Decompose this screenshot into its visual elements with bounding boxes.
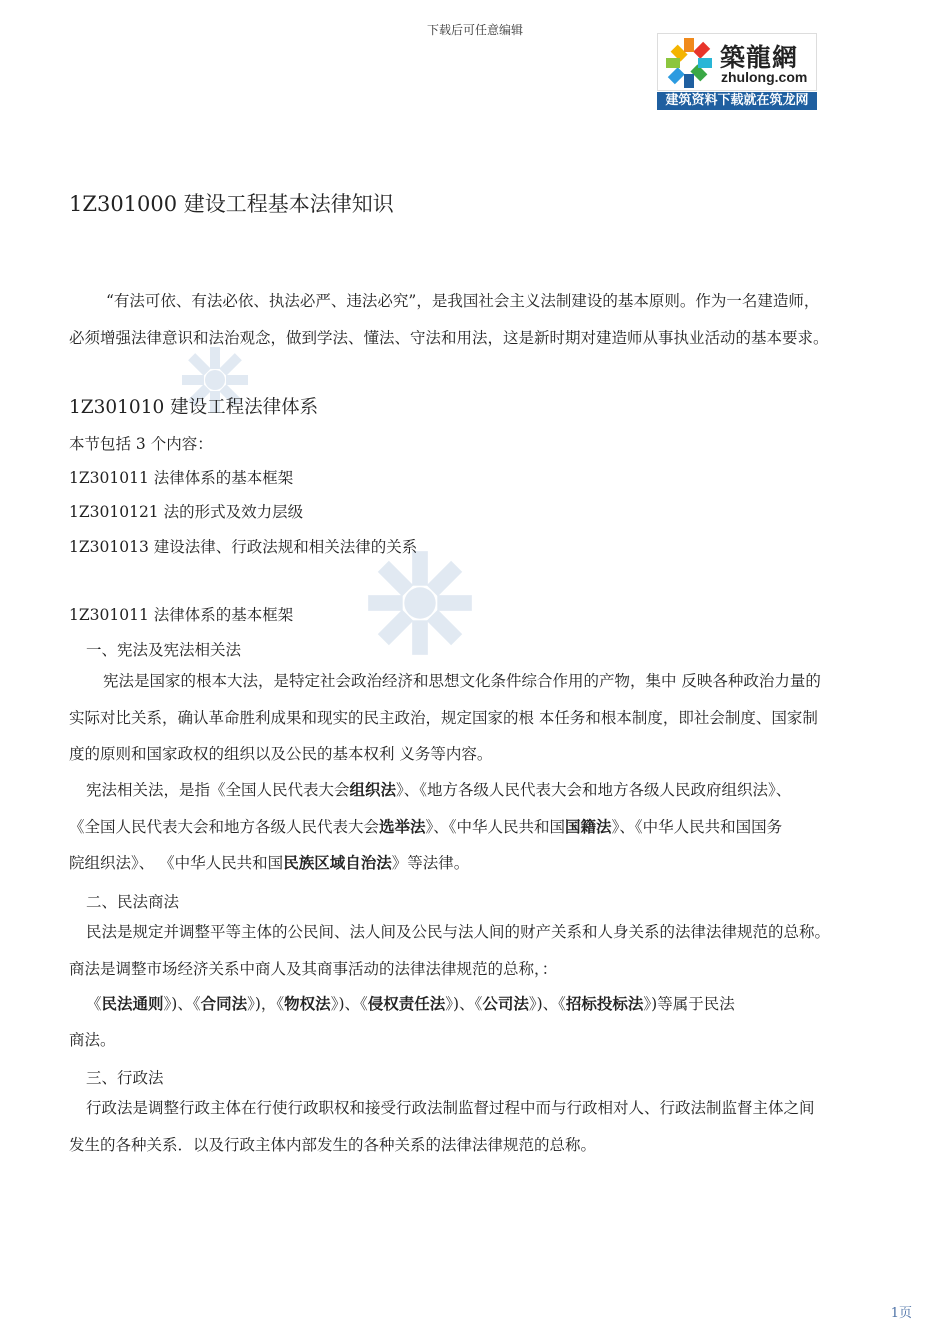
section-subtitle: 本节包括 3 个内容： [69, 435, 213, 453]
logo-chinese-name: 築龍網 [720, 43, 799, 72]
part1-p1-line: 宪法是国家的根本大法，是特定社会政治经济和思想文化条件综合作用的产物，集中 反映各种政治力量的 [103, 672, 821, 690]
section-item: 1Z301011 法律体系的基本框架 [69, 469, 294, 487]
part1-p1-line: 度的原则和国家政权的组织以及公民的基本权利 义务等内容。 [69, 745, 493, 763]
logo-domain: zhulong.com [721, 69, 808, 85]
section-heading: 1Z301010 建设工程法律体系 [69, 397, 319, 418]
logo [657, 33, 817, 110]
part1-p2-line-3: 院组织法》、 《中华人民共和国民族区域自治法》等法律。 [69, 854, 470, 872]
intro-line-2: 必须增强法律意识和法治观念，做到学法、懂法、守法和用法，这是新时期对建造师从事执业活动的基本要求。 [69, 329, 829, 347]
part3-title: 三、行政法 [86, 1069, 164, 1087]
section-item: 1Z3010121 法的形式及效力层级 [69, 503, 304, 521]
zhulong-logo-icon [660, 36, 716, 90]
part2-line-1: 民法是规定并调整平等主体的公民间、法人间及公民与法人间的财产关系和人身关系的法律法律规范的总称。 [86, 923, 831, 941]
part1-p2-line-1: 宪法相关法，是指《全国人民代表大会组织法》、《地方各级人民代表大会和地方各级人民政府组织法》、 [86, 781, 792, 799]
part3-line-1: 行政法是调整行政主体在行使行政职权和接受行政法制监督过程中而与行政相对人、行政法制监督主体之间 [86, 1099, 815, 1117]
page-number: 1页 [890, 1306, 912, 1321]
part3-line-2: 发生的各种关系．以及行政主体内部发生的各种关系的法律法律规范的总称。 [69, 1136, 597, 1154]
part2-title: 二、民法商法 [86, 893, 180, 911]
logo-slogan: 建筑资料下载就在筑龙网 [657, 92, 817, 110]
header-note: 下载后可任意编辑 [426, 23, 523, 37]
part2-line-3: 《民法通则》)、《合同法》)，《物权法》)、《侵权责任法》)、《公司法》)、《招标投标法》)等属于民法 [86, 995, 735, 1013]
part1-title: 一、宪法及宪法相关法 [86, 641, 242, 659]
part2-line-4: 商法。 [69, 1031, 116, 1049]
part1-p1-line: 实际对比关系，确认革命胜利成果和现实的民主政治，规定国家的根 本任务和根本制度，即社会制度、国家制 [69, 709, 818, 727]
page-title: 1Z301000 建设工程基本法律知识 [69, 192, 394, 216]
section-item: 1Z301013 建设法律、行政法规和相关法律的关系 [69, 538, 418, 556]
part2-line-2: 商法是调整市场经济关系中商人及其商事活动的法律法律规范的总称，： [69, 960, 558, 978]
framework-heading: 1Z301011 法律体系的基本框架 [69, 606, 294, 624]
intro-line-1: “有法可依、有法必依、执法必严、违法必究”，是我国社会主义法制建设的基本原则。作为一名建造师， [106, 292, 820, 310]
part1-p2-line-2: 《全国人民代表大会和地方各级人民代表大会选举法》、《中华人民共和国国籍法》、《中华人民共和国国务 [69, 818, 783, 836]
watermark-icon [365, 548, 475, 658]
